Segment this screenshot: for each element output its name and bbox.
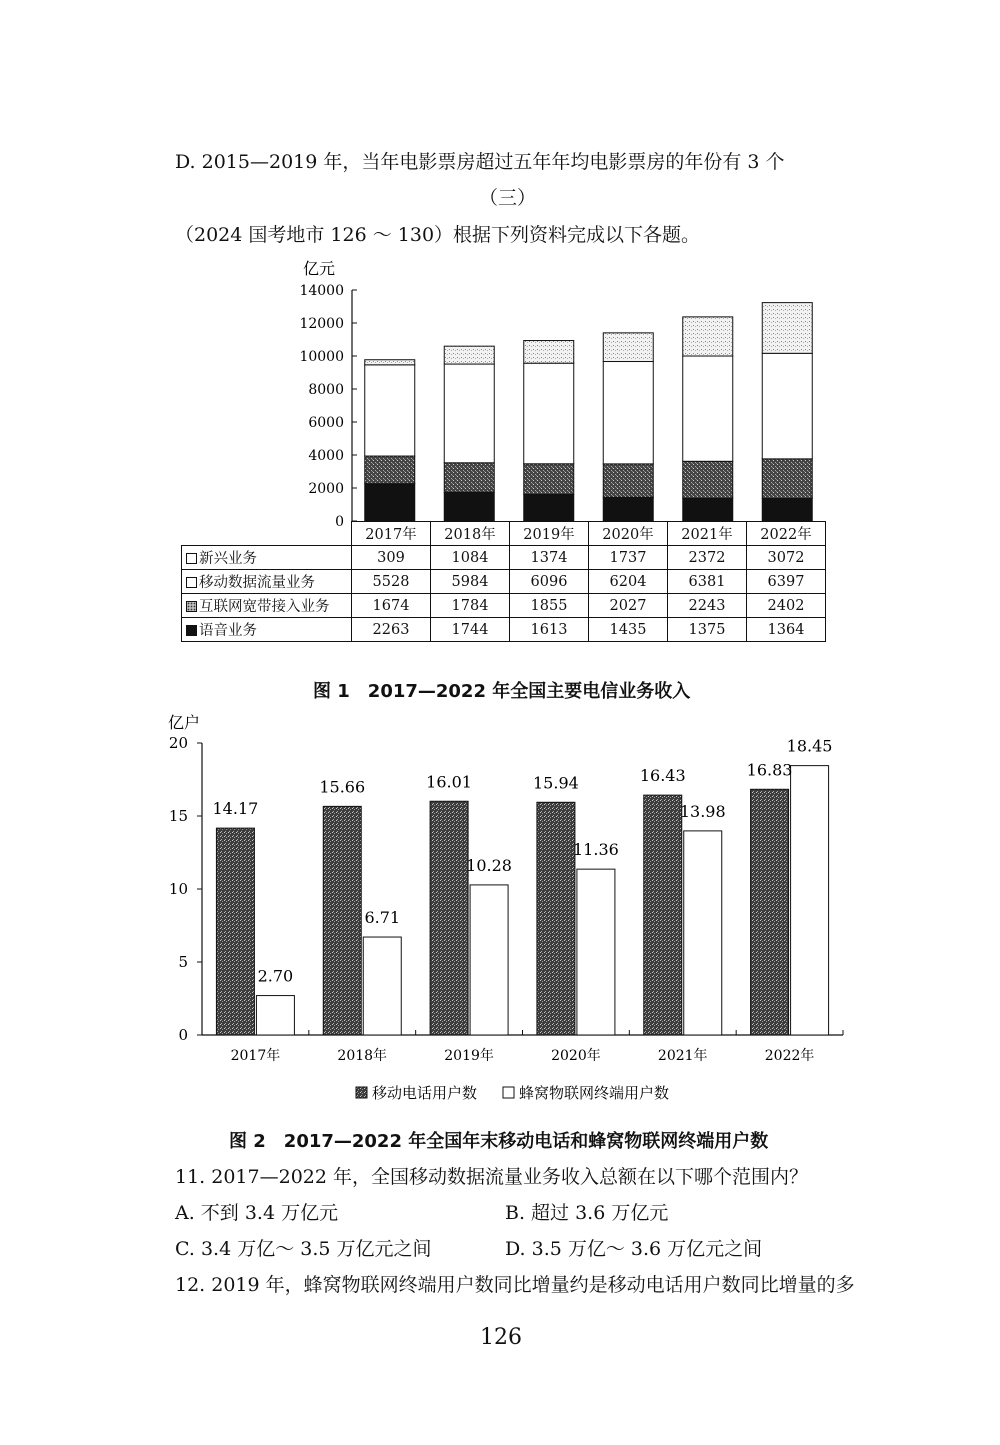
table-cell: 1855 [510,594,589,618]
chart1-ytick-label: 8000 [308,382,344,398]
chart1-ytick-label: 6000 [308,415,344,431]
chart2-title: 图 2 2017—2022 年全国年末移动电话和蜂窝物联网终端用户数 [229,1131,769,1152]
chart1-ytick-label: 2000 [308,481,344,497]
table-year-header: 2022年 [747,522,826,546]
table-cell: 6204 [589,570,668,594]
chart2-data-label-iot: 2.70 [257,966,294,986]
table-cell: 1613 [510,618,589,642]
table-cell: 1435 [589,618,668,642]
option-d: D. 2015—2019 年，当年电影票房超过五年年均电影票房的年份有 3 个 [175,151,785,173]
chart2-ylabel: 亿户 [168,713,201,732]
chart2-bar-mobile [216,828,254,1035]
table-cell: 1674 [352,594,431,618]
intro-text: （2024 国考地市 126 ～ 130）根据下列资料完成以下各题。 [175,224,701,246]
chart2-data-label-iot: 6.71 [364,908,401,928]
chart2-data-label-iot: 13.98 [679,801,726,821]
table-cell: 5984 [431,570,510,594]
chart2-bar-iot [577,869,615,1035]
table-cell: 1784 [431,594,510,618]
chart2-xtick-label: 2021年 [657,1048,708,1064]
row-label: 语音业务 [199,623,257,639]
table-cell: 3072 [747,546,826,570]
table-cell: 1737 [589,546,668,570]
chart1-ytick-label: 4000 [308,448,344,464]
chart2-ytick-label: 10 [168,880,188,898]
table-cell: 2372 [668,546,747,570]
table-cell: 2263 [352,618,431,642]
chart1-ytick-label: 14000 [299,283,344,299]
table-cell: 6381 [668,570,747,594]
chart2-data-label-mobile: 16.43 [639,766,686,786]
chart2-xtick-label: 2020年 [551,1048,601,1064]
table-year-header: 2018年 [431,522,510,546]
chart2-ytick-label: 15 [168,807,188,825]
section-heading: （三） [479,187,537,209]
table-cell: 2243 [668,594,747,618]
chart2-bar-iot [363,937,401,1035]
legend-iot-label: 蜂窝物联网终端用户数 [519,1084,670,1102]
table-cell: 5528 [352,570,431,594]
chart2-xtick-label: 2017年 [230,1048,281,1064]
chart1-ytick-label: 12000 [299,316,344,332]
chart2-data-label-mobile: 15.66 [319,777,366,797]
chart2-bar-iot [791,766,829,1035]
chart2-data-label-mobile: 15.94 [533,773,579,793]
chart2-legend [356,1084,669,1102]
table-cell: 1364 [747,618,826,642]
q12-stem: 12. 2019 年，蜂窝物联网终端用户数同比增量约是移动电话用户数同比增量的多 [175,1274,855,1296]
row-label: 新兴业务 [199,551,257,567]
table-cell: 6096 [510,570,589,594]
legend-iot-swatch-icon [503,1087,514,1098]
table-cell: 309 [352,546,431,570]
chart2-data-label-iot: 18.45 [786,736,833,756]
chart2-data-label-iot: 11.36 [573,840,619,860]
table-year-header: 2017年 [352,522,431,546]
chart1-title: 图 1 2017—2022 年全国主要电信业务收入 [313,681,691,702]
table-year-header: 2020年 [589,522,668,546]
table-cell: 1084 [431,546,510,570]
table-cell: 1744 [431,618,510,642]
table-cell: 6397 [747,570,826,594]
chart2-xtick-label: 2022年 [764,1048,815,1064]
row-label: 互联网宽带接入业务 [199,599,330,615]
legend-mobile-swatch-icon [356,1087,367,1098]
chart2-data-label-iot: 10.28 [466,855,512,875]
table-cell: 2402 [747,594,826,618]
q11-option-d: D. 3.5 万亿～ 3.6 万亿元之间 [505,1238,763,1260]
chart2-ytick-label: 5 [178,953,188,971]
chart2-bar-mobile [751,789,789,1035]
chart2-ytick-label: 0 [178,1026,188,1044]
chart2-xtick-label: 2019年 [444,1048,494,1064]
table-cell: 1375 [668,618,747,642]
row-label: 移动数据流量业务 [199,575,315,591]
chart2-bar-mobile [537,802,575,1035]
chart2-bar-iot [256,996,294,1035]
chart2-ytick-label: 20 [168,734,188,752]
page-number: 126 [480,1325,522,1350]
q11-option-b: B. 超过 3.6 万亿元 [505,1202,669,1224]
chart2-bar-mobile [430,801,468,1035]
table-cell: 1374 [510,546,589,570]
table-year-header: 2021年 [668,522,747,546]
q11-option-c: C. 3.4 万亿～ 3.5 万亿元之间 [175,1238,432,1260]
chart2-bar-mobile [323,806,361,1035]
chart2-data-label-mobile: 16.01 [426,772,472,792]
chart1-ytick-label: 0 [335,514,344,530]
chart2-bar-mobile [644,795,682,1035]
chart1-ytick-label: 10000 [299,349,344,365]
legend-mobile-label: 移动电话用户数 [372,1084,478,1102]
table-year-header: 2019年 [510,522,589,546]
chart2-data-label-mobile: 14.17 [212,799,259,819]
q11-option-a: A. 不到 3.4 万亿元 [175,1202,339,1224]
table-cell: 2027 [589,594,668,618]
chart2-xtick-label: 2018年 [337,1048,388,1064]
q11-stem: 11. 2017—2022 年，全国移动数据流量业务收入总额在以下哪个范围内？ [175,1166,809,1188]
chart1-ylabel: 亿元 [303,259,336,278]
chart2-data-label-mobile: 16.83 [746,760,793,780]
chart2-bar-iot [470,885,508,1035]
chart2-bar-iot [684,831,722,1035]
